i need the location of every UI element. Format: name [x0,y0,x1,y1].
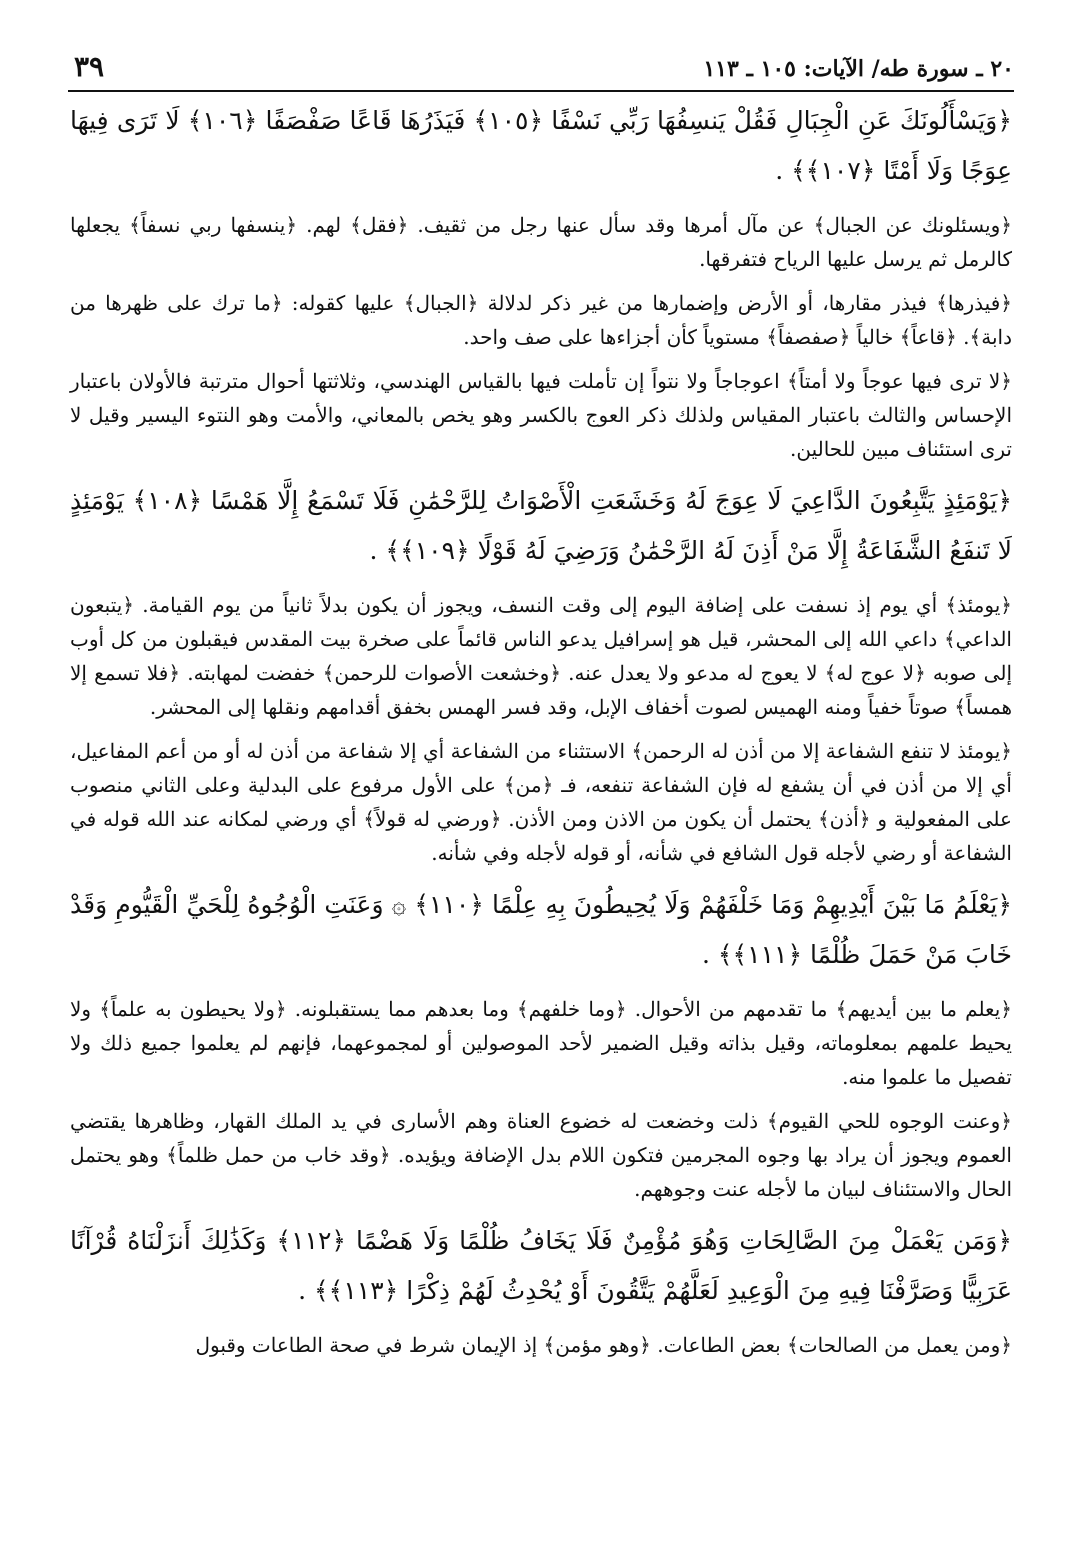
commentary-paragraph: ﴿يومئذ﴾ أي يوم إذ نسفت على إضافة اليوم إلى وقت النسف، ويجوز أن يكون بدلاً ثانياً من يوم القيامة. ﴿يتبعون الداعي﴾ داعي الله إلى المحشر، قيل هو إسرافيل يدعو الناس قائماً على صخرة بيت المقدس فيقبلون من كل أوب إلى صوبه ﴿لا عوج له﴾ لا يعوج له مدعو ولا يعدل عنه. ﴿وخشعت الأصوات للرحمن﴾ خفضت لمهابته. ﴿فلا تسمع إلا همساً﴾ صوتاً خفياً ومنه الهميس لصوت أخفاف الإبل، وقد فسر الهمس بخفق أقدامهم ونقلها إلى المحشر. [70,593,1012,719]
quran-verse-112-113: ﴿وَمَن يَعْمَلْ مِنَ الصَّالِحَاتِ وَهُوَ مُؤْمِنٌ فَلَا يَخَافُ ظُلْمًا وَلَا هَضْمًا ﴿١١٢﴾ وَكَذَٰلِكَ أَنزَلْنَاهُ قُرْآنًا عَرَبِيًّا وَصَرَّفْنَا فِيهِ مِنَ الْوَعِيدِ لَعَلَّهُمْ يَتَّقُونَ أَوْ يُحْدِثُ لَهُمْ ذِكْرًا ﴿١١٣﴾﴾ . [70,1226,1012,1305]
commentary-paragraph: ﴿فيذرها﴾ فيذر مقارها، أو الأرض وإضمارها من غير ذكر لدلالة ﴿الجبال﴾ عليها كقوله: ﴿ما ترك على ظهرها من دابة﴾. ﴿قاعاً﴾ خالياً ﴿صفصفاً﴾ مستوياً كأن أجزاءها على صف واحد. [70,291,1012,349]
page-number: ٣٩ [74,50,105,83]
commentary-paragraph: ﴿لا ترى فيها عوجاً ولا أمتاً﴾ اعوجاجاً ولا نتواً إن تأملت فيها بالقياس الهندسي، وثلاثتها أحوال مترتبة فالأولان باعتبار الإحساس والثالث باعتبار المقياس ولذلك ذكر العوج بالكسر وهو يخص بالمعاني، والأمت وهو النتوء اليسير وقيل لا ترى استئناف مبين للحالين. [70,369,1012,461]
commentary-paragraph: ﴿وعنت الوجوه للحي القيوم﴾ ذلت وخضعت له خضوع العناة وهم الأسارى في يد الملك القهار، وظاهرها يقتضي العموم ويجوز أن يراد بها وجوه المجرمين فتكون اللام بدل الإضافة ويؤيده. ﴿وقد خاب من حمل ظلماً﴾ وهو يحتمل الحال والاستئناف لبيان ما لأجله عنت وجوههم. [70,1109,1012,1201]
quran-verse-108-109: ﴿يَوْمَئِذٍ يَتَّبِعُونَ الدَّاعِيَ لَا عِوَجَ لَهُ وَخَشَعَتِ الْأَصْوَاتُ لِلرَّحْمَٰنِ فَلَا تَسْمَعُ إِلَّا هَمْسًا ﴿١٠٨﴾ يَوْمَئِذٍ لَا تَنفَعُ الشَّفَاعَةُ إِلَّا مَنْ أَذِنَ لَهُ الرَّحْمَٰنُ وَرَضِيَ لَهُ قَوْلًا ﴿١٠٩﴾﴾ . [70,486,1012,565]
commentary-paragraph: ﴿ويسئلونك عن الجبال﴾ عن مآل أمرها وقد سأل عنها رجل من ثقيف. ﴿فقل﴾ لهم. ﴿ينسفها ربي نسفاً﴾ يجعلها كالرمل ثم يرسل عليها الرياح فتفرقها. [70,213,1012,271]
commentary-paragraph: ﴿يومئذ لا تنفع الشفاعة إلا من أذن له الرحمن﴾ الاستثناء من الشفاعة أي إلا شفاعة من أذن له أو من أعم المفاعيل، أي إلا من أذن في أن يشفع له فإن الشفاعة تنفعه، فـ ﴿من﴾ على الأول مرفوع على البدلية وعلى الثاني منصوب على المفعولية و ﴿أذن﴾ يحتمل أن يكون من الاذن ومن الأذن. ﴿ورضي له قولاً﴾ أي ورضي لمكانه عند الله قوله في الشفاعة أو رضي لأجله قول الشافع في شأنه، أو قوله لأجله وفي شأنه. [70,739,1012,865]
quran-verse-105-107: ﴿وَيَسْأَلُونَكَ عَنِ الْجِبَالِ فَقُلْ يَنسِفُهَا رَبِّي نَسْفًا ﴿١٠٥﴾ فَيَذَرُهَا قَاعًا صَفْصَفًا ﴿١٠٦﴾ لَا تَرَى فِيهَا عِوَجًا وَلَا أَمْتًا ﴿١٠٧﴾﴾ . [70,106,1012,185]
page-content [70,96,1012,1372]
quran-verse-110-111: ﴿يَعْلَمُ مَا بَيْنَ أَيْدِيهِمْ وَمَا خَلْفَهُمْ وَلَا يُحِيطُونَ بِهِ عِلْمًا ﴿١١٠﴾ ۞ وَعَنَتِ الْوُجُوهُ لِلْحَيِّ الْقَيُّومِ وَقَدْ خَابَ مَنْ حَمَلَ ظُلْمًا ﴿١١١﴾﴾ . [70,890,1013,969]
commentary-paragraph: ﴿يعلم ما بين أيديهم﴾ ما تقدمهم من الأحوال. ﴿وما خلفهم﴾ وما بعدهم مما يستقبلونه. ﴿ولا يحيطون به علماً﴾ ولا يحيط علمهم بمعلوماته، وقيل بذاته وقيل الضمير لأحد الموصولين أو لمجموعهما، فإنهم لم يعلموا جميع ذلك ولا تفصيل ما علموا منه. [70,997,1012,1089]
running-title: ٢٠ ـ سورة طه/ الآيات: ١٠٥ ـ ١١٣ [703,56,1014,82]
commentary-paragraph: ﴿ومن يعمل من الصالحات﴾ بعض الطاعات. ﴿وهو مؤمن﴾ إذ الإيمان شرط في صحة الطاعات وقبول [195,1333,1012,1357]
page-header [68,50,1014,92]
